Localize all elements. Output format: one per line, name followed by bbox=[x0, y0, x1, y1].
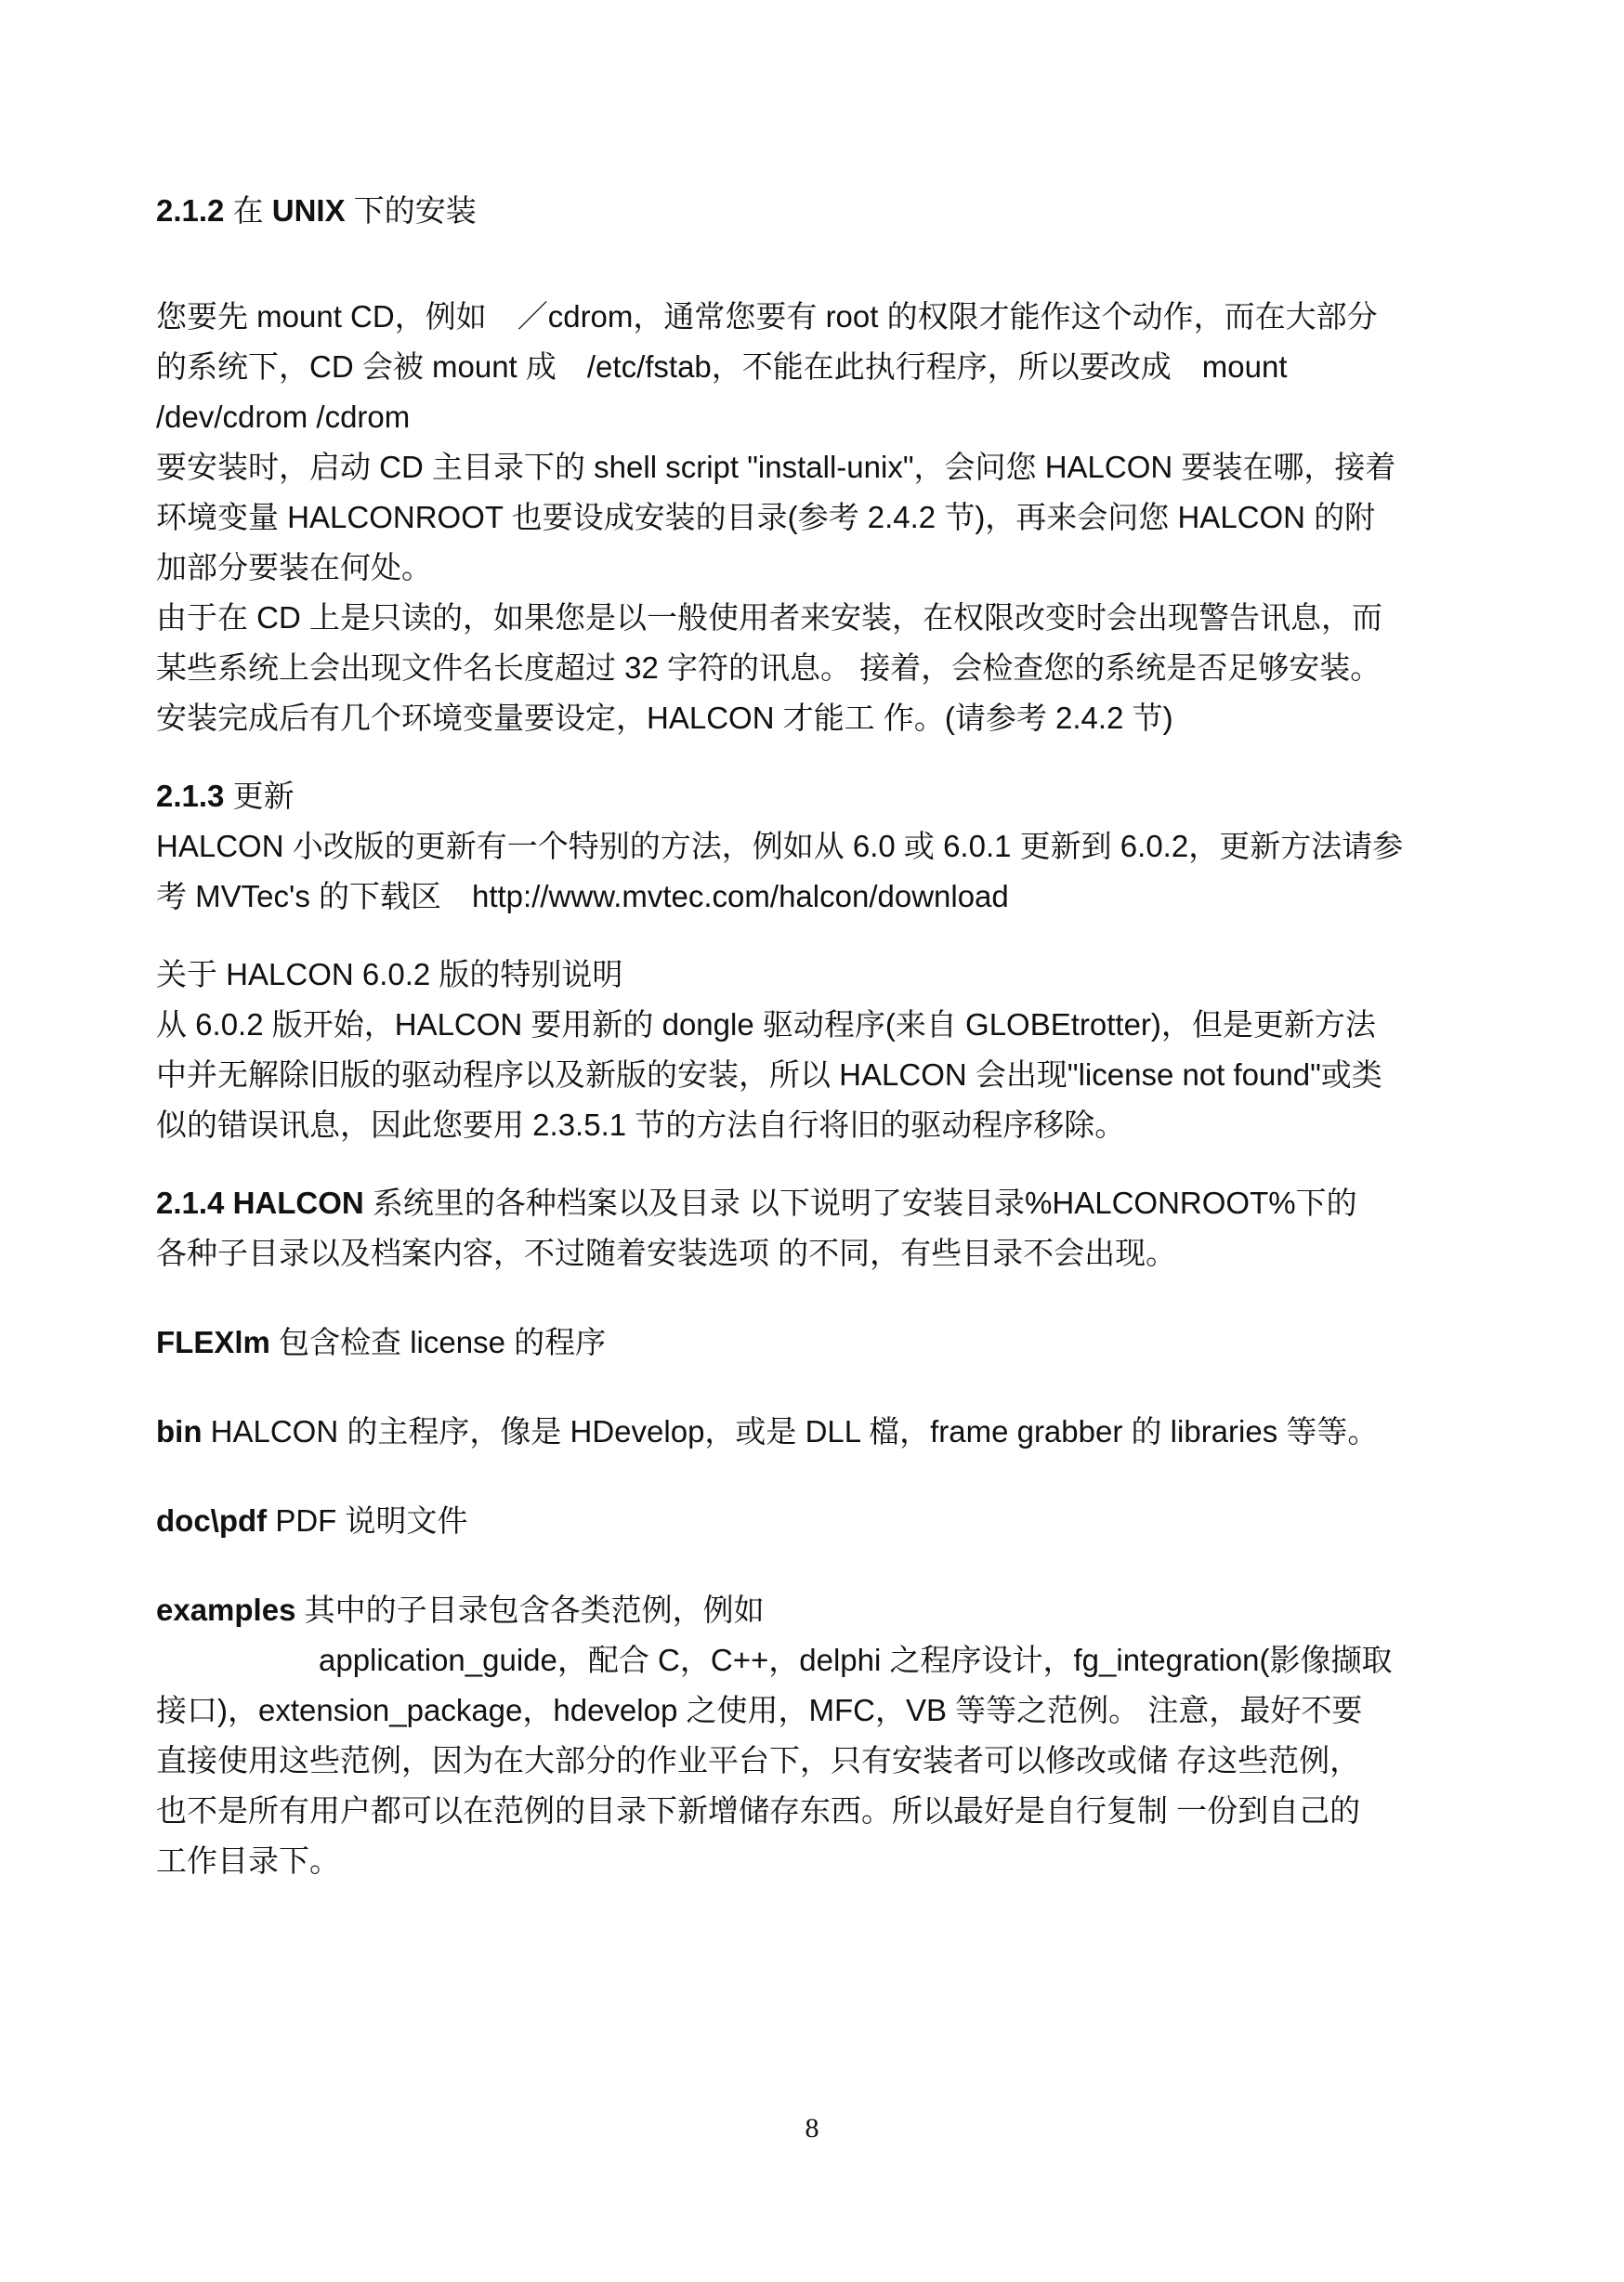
body-line: 也不是所有用户都可以在范例的目录下新增储存东西。所以最好是自行复制 一份到自己的 bbox=[156, 1793, 1361, 1828]
body-line: 直接使用这些范例，因为在大部分的作业平台下，只有安装者可以修改或储 存这些范例， bbox=[156, 1743, 1361, 1777]
document-page bbox=[156, 186, 1494, 1886]
section-title: 更新 bbox=[232, 779, 295, 813]
body-line: /dev/cdrom /cdrom bbox=[156, 400, 411, 434]
body-line: 要安装时，启动 CD 主目录下的 shell script "install-unix"，会问您 HALCON 要装在哪，接着 bbox=[156, 450, 1396, 484]
dir-entry-examples bbox=[156, 1585, 1494, 1635]
dir-name: bin bbox=[156, 1414, 203, 1449]
body-line: 中并无解除旧版的驱动程序以及新版的安装，所以 HALCON 会出现"license not found"或类 bbox=[156, 1057, 1382, 1092]
section-heading-2-1-2 bbox=[156, 186, 1494, 236]
dir-entry-bin bbox=[156, 1407, 1494, 1457]
dir-name: examples bbox=[156, 1593, 296, 1627]
section-number: 2.1.3 bbox=[156, 779, 225, 813]
body-line: 各种子目录以及档案内容，不过随着安装选项 的不同，有些目录不会出现。 bbox=[156, 1236, 1177, 1270]
body-line: 由于在 CD 上是只读的，如果您是以一般使用者来安装，在权限改变时会出现警告讯息，而 bbox=[156, 600, 1382, 635]
page-number: 8 bbox=[805, 2113, 819, 2144]
body-line: 加部分要装在何处。 bbox=[156, 550, 432, 584]
section-intro: 系统里的各种档案以及目录 以下说明了安装目录%HALCONROOT%下的 bbox=[363, 1186, 1357, 1220]
body-line: 工作目录下。 bbox=[156, 1843, 340, 1878]
section-title-part: 下的安装 bbox=[353, 193, 477, 228]
body-line: 接口)，extension_package，hdevelop 之使用，MFC，VB 等等之范例。 注意，最好不要 bbox=[156, 1693, 1363, 1727]
body-line: HALCON 小改版的更新有一个特别的方法，例如从 6.0 或 6.0.1 更新到 6.0.2，更新方法请参 bbox=[156, 829, 1404, 863]
body-line: 某些系统上会出现文件名长度超过 32 字符的讯息。 接着，会检查您的系统是否足够安装。 bbox=[156, 650, 1382, 685]
section-number-title: 2.1.4 HALCON bbox=[156, 1186, 364, 1220]
dir-description: 其中的子目录包含各类范例，例如 bbox=[295, 1593, 765, 1627]
body-line: 的系统下，CD 会被 mount 成 /etc/fstab，不能在此执行程序，所以要改成 mount bbox=[156, 349, 1288, 384]
body-line: 安装完成后有几个环境变量要设定，HALCON 才能工 作。(请参考 2.4.2 节) bbox=[156, 701, 1173, 735]
section-heading-2-1-3 bbox=[156, 771, 1494, 821]
section-title-part: 在 bbox=[232, 193, 264, 228]
body-line: 从 6.0.2 版开始，HALCON 要用新的 dongle 驱动程序(来自 GLOBEtrotter)，但是更新方法 bbox=[156, 1007, 1376, 1042]
dir-description: PDF 说明文件 bbox=[267, 1503, 468, 1538]
body-line: 似的错误讯息，因此您要用 2.3.5.1 节的方法自行将旧的驱动程序移除。 bbox=[156, 1108, 1126, 1142]
dir-description: HALCON 的主程序，像是 HDevelop，或是 DLL 檔，frame grabber 的 libraries 等等。 bbox=[202, 1414, 1379, 1449]
section-heading-2-1-4 bbox=[156, 1178, 1494, 1228]
section-number: 2.1.2 bbox=[156, 193, 225, 228]
body-line: application_guide，配合 C，C++，delphi 之程序设计，fg_integration(影像撷取 bbox=[319, 1643, 1393, 1677]
body-line: 环境变量 HALCONROOT 也要设成安装的目录(参考 2.4.2 节)，再来会问您 HALCON 的附 bbox=[156, 500, 1376, 534]
section-title-part: UNIX bbox=[271, 193, 346, 228]
dir-name: FLEXlm bbox=[156, 1325, 270, 1359]
dir-description: 包含检查 license 的程序 bbox=[269, 1325, 607, 1359]
dir-entry-doc-pdf bbox=[156, 1496, 1494, 1546]
note-title: 关于 HALCON 6.0.2 版的特别说明 bbox=[156, 957, 623, 991]
body-line: 您要先 mount CD，例如 ／cdrom，通常您要有 root 的权限才能作这个动作，而在大部分 bbox=[156, 299, 1378, 334]
dir-name: doc\pdf bbox=[156, 1503, 268, 1538]
body-line: 考 MVTec's 的下载区 http://www.mvtec.com/halcon/download bbox=[156, 879, 1009, 913]
dir-entry-flexlm bbox=[156, 1318, 1494, 1368]
